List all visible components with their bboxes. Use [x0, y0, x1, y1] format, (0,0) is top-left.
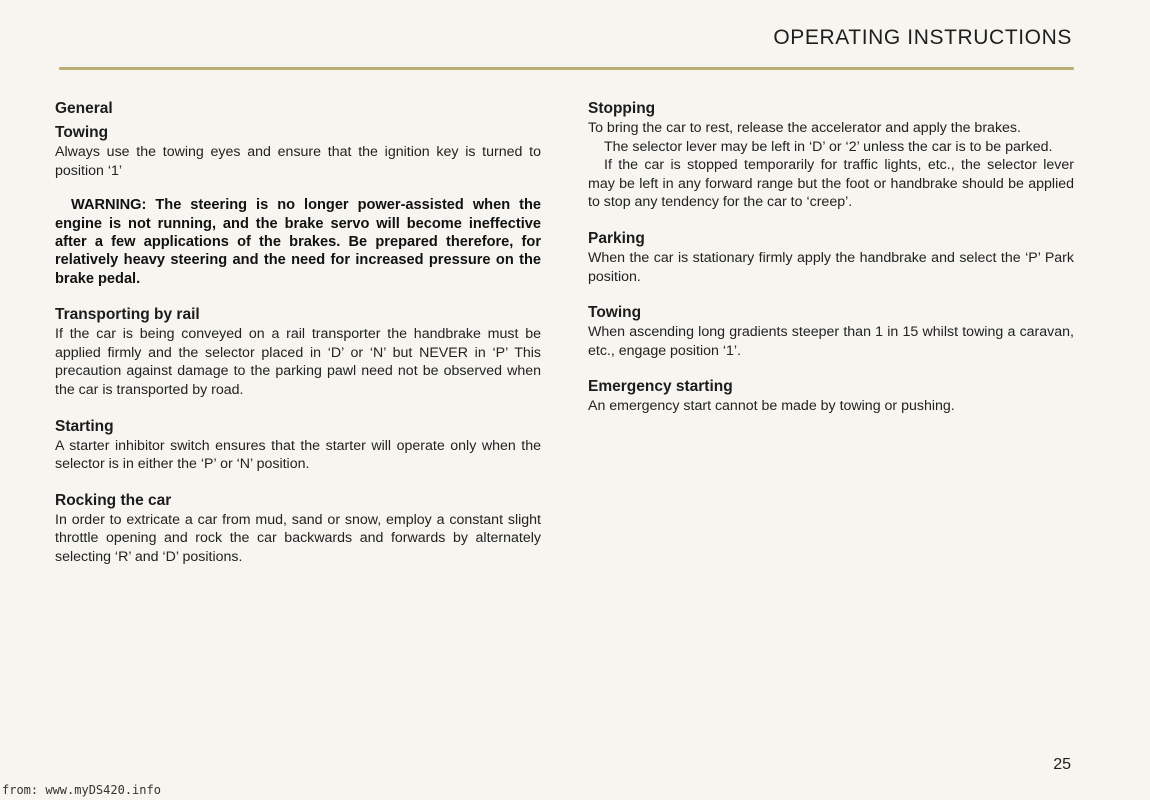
towing-text-right: When ascending long gradients steeper than 1 in 15 whilst towing a caravan, etc., engage position ‘1’. — [588, 324, 1074, 359]
general-heading: General — [55, 100, 113, 117]
stopping-text-2: The selector lever may be left in ‘D’ or ‘2’ unless the car is to be parked. — [604, 138, 1053, 155]
rail-text: If the car is being conveyed on a rail transporter the handbrake must be applied firmly and the selector placed in ‘D’ or ‘N’ but NEVER in ‘P’ This precaution against damage to the parking pawl need not be observed when the car is transported by road. — [55, 326, 541, 398]
towing-heading-right: Towing — [588, 304, 642, 322]
rocking-heading: Rocking the car — [55, 491, 172, 509]
rail-heading: Transporting by rail — [55, 306, 200, 324]
parking-text: When the car is stationary firmly apply the handbrake and select the ‘P’ Park position. — [588, 249, 1074, 285]
stopping-heading: Stopping — [588, 100, 656, 117]
right-column — [588, 98, 1074, 416]
watermark: from: www.myDS420.info — [2, 783, 161, 797]
towing-heading: Towing — [55, 124, 109, 141]
stopping-text-1: To bring the car to rest, release the accelerator and apply the brakes. — [588, 120, 1021, 136]
page-number: 25 — [1053, 756, 1071, 773]
page-header-title: OPERATING INSTRUCTIONS — [773, 26, 1072, 49]
stopping-text-3: If the car is stopped temporarily for traffic lights, etc., the selector lever may be left in any forward range but the foot or handbrake should be applied to stop any tendency for the car to ‘creep’. — [588, 157, 1074, 211]
starting-text: A starter inhibitor switch ensures that the starter will operate only when the selector is in either the ‘P’ or ‘N’ position. — [55, 437, 541, 473]
starting-heading: Starting — [55, 417, 114, 435]
rocking-text: In order to extricate a car from mud, sand or snow, employ a constant slight throttle opening and rock the car backwards and forwards by alternately selecting ‘R’ and ‘D’ positions. — [55, 511, 541, 565]
left-column — [55, 98, 541, 567]
parking-heading: Parking — [588, 229, 645, 247]
emergency-heading: Emergency starting — [588, 378, 733, 396]
towing-text: Always use the towing eyes and ensure that the ignition key is turned to position ‘1’ — [55, 144, 541, 179]
header-rule — [59, 67, 1074, 70]
emergency-text: An emergency start cannot be made by towing or pushing. — [588, 398, 955, 415]
warning-text: WARNING: The steering is no longer power-assisted when the engine is not running, and the brake servo will become ineffective after a few applications of the brakes. Be prepared therefore, for relatively heavy steering and the need for increased pressure on the brake pedal. — [55, 197, 541, 287]
